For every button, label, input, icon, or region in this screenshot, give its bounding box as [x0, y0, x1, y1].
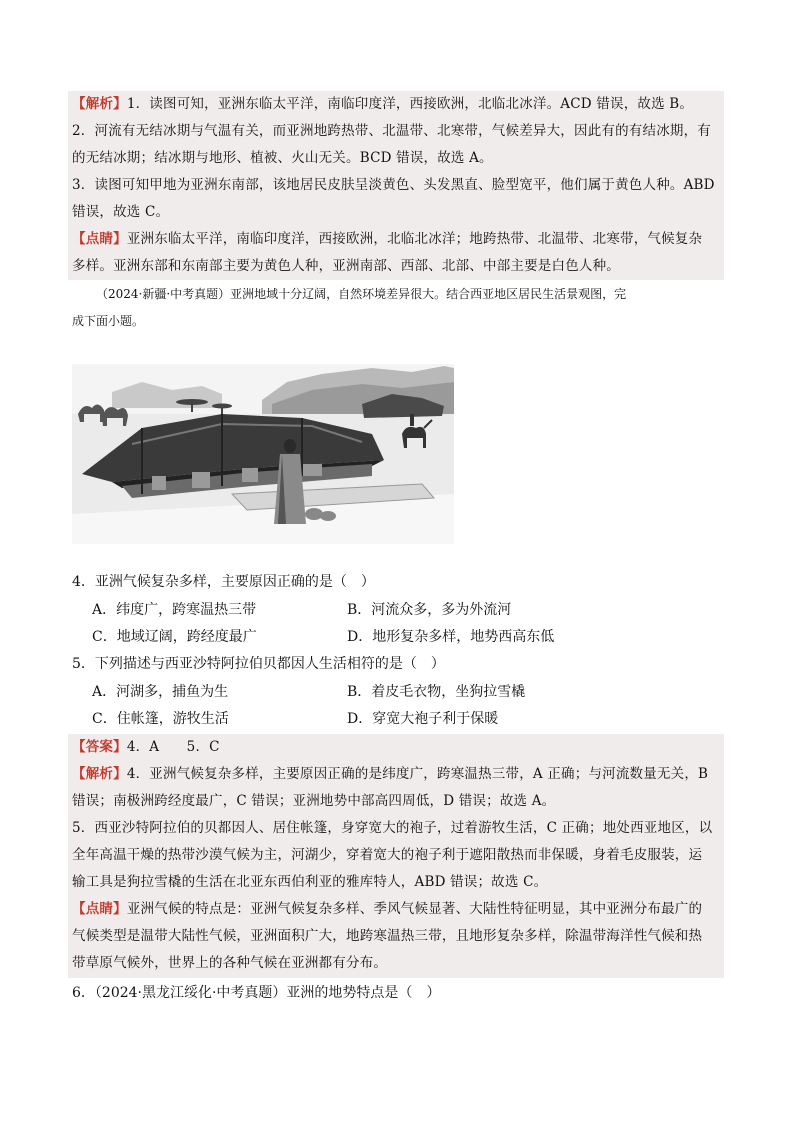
analysis-line: 全年高温干燥的热带沙漠气候为主，河湖少，穿着宽大的袍子利于遮阳散热而非保暖，身着毛皮服装，运 — [72, 847, 703, 863]
analysis-line: 错误，故选 C。 — [72, 204, 170, 220]
analysis-tag: 【解析】 — [72, 766, 127, 782]
analysis-line: 2．河流有无结冰期与气温有关，而亚洲地跨热带、北温带、北寒带，气候差异大，因此有的有结冰期，有 — [72, 123, 711, 139]
analysis-text: 1．读图可知，亚洲东临太平洋，南临印度洋，西接欧洲，北临北冰洋。ACD 错误，故选 B。 — [126, 96, 694, 112]
tip-line — [72, 896, 728, 923]
question-4-option-a[interactable]: A．纬度广，跨寒温热三带 — [92, 602, 257, 618]
question-5-option-c[interactable]: C．住帐篷，游牧生活 — [92, 711, 229, 727]
tip-line — [72, 226, 728, 253]
question-4-option-b[interactable]: B．河流众多，多为外流河 — [347, 602, 512, 618]
question-6-stem: 6．（2024·黑龙江绥化·中考真题）亚洲的地势特点是（ ） — [72, 985, 441, 1001]
question-intro: （2024·新疆·中考真题）亚洲地域十分辽阔，自然环境差异很大。结合西亚地区居民生活景观图，完 — [96, 287, 627, 301]
analysis-line — [72, 761, 728, 788]
analysis-line: 的无结冰期；结冰期与地形、植被、火山无关。BCD 错误，故选 A。 — [72, 150, 493, 166]
question-intro-cont: 成下面小题。 — [72, 314, 145, 328]
analysis-tag: 【解析】 — [72, 96, 127, 112]
tip-line: 带草原气候外，世界上的各种气候在亚洲都有分布。 — [72, 955, 388, 971]
question-5-option-a[interactable]: A．河湖多，捕鱼为生 — [92, 684, 229, 700]
question-4-stem: 4．亚洲气候复杂多样，主要原因正确的是（ ） — [72, 574, 375, 590]
tip-tag: 【点睛】 — [72, 231, 127, 247]
analysis-line: 5．西亚沙特阿拉伯的贝都因人、居住帐篷，身穿宽大的袍子，过着游牧生活，C 正确；地处西亚地区，以 — [72, 820, 713, 836]
analysis-line — [72, 91, 728, 118]
tip-line: 多样。亚洲东部和东南部主要为黄色人种，亚洲南部、西部、北部、中部主要是白色人种。 — [72, 258, 620, 274]
question-5-stem: 5．下列描述与西亚沙特阿拉伯贝都因人生活相符的是（ ） — [72, 656, 445, 672]
question-5-option-b[interactable]: B．着皮毛衣物，坐狗拉雪橇 — [347, 684, 526, 700]
answer-text: 4．A 5．C — [126, 739, 220, 755]
question-4-option-d[interactable]: D．地形复杂多样，地势西高东低 — [347, 629, 555, 645]
answer-tag: 【答案】 — [72, 739, 127, 755]
tip-line: 气候类型是温带大陆性气候，亚洲面积广大，地跨寒温热三带，且地形复杂多样，除温带海洋性气候和热 — [72, 928, 703, 944]
question-5-option-d[interactable]: D．穿宽大袍子利于保暖 — [347, 711, 499, 727]
tip-text: 亚洲东临太平洋，南临印度洋，西接欧洲，北临北冰洋；地跨热带、北温带、北寒带，气候复杂 — [126, 231, 703, 247]
analysis-line: 错误；南极洲跨经度最广，C 错误；亚洲地势中部高四周低，D 错误；故选 A。 — [72, 793, 556, 809]
tip-tag: 【点睛】 — [72, 901, 127, 917]
bedouin-tent-illustration — [72, 364, 454, 544]
answer-line — [72, 734, 728, 761]
analysis-text: 4．亚洲气候复杂多样，主要原因正确的是纬度广，跨寒温热三带，A 正确；与河流数量无关，B — [126, 766, 709, 782]
analysis-line: 3．读图可知甲地为亚洲东南部，该地居民皮肤呈淡黄色、头发黑直、脸型宽平，他们属于黄色人种。ABD — [72, 177, 715, 193]
question-4-option-c[interactable]: C．地域辽阔，跨经度最广 — [92, 629, 257, 645]
analysis-line: 输工具是狗拉雪橇的生活在北亚东西伯利亚的雅库特人，ABD 错误；故选 C。 — [72, 874, 548, 890]
tip-text: 亚洲气候的特点是：亚洲气候复杂多样、季风气候显著、大陆性特征明显，其中亚洲分布最广的 — [126, 901, 703, 917]
